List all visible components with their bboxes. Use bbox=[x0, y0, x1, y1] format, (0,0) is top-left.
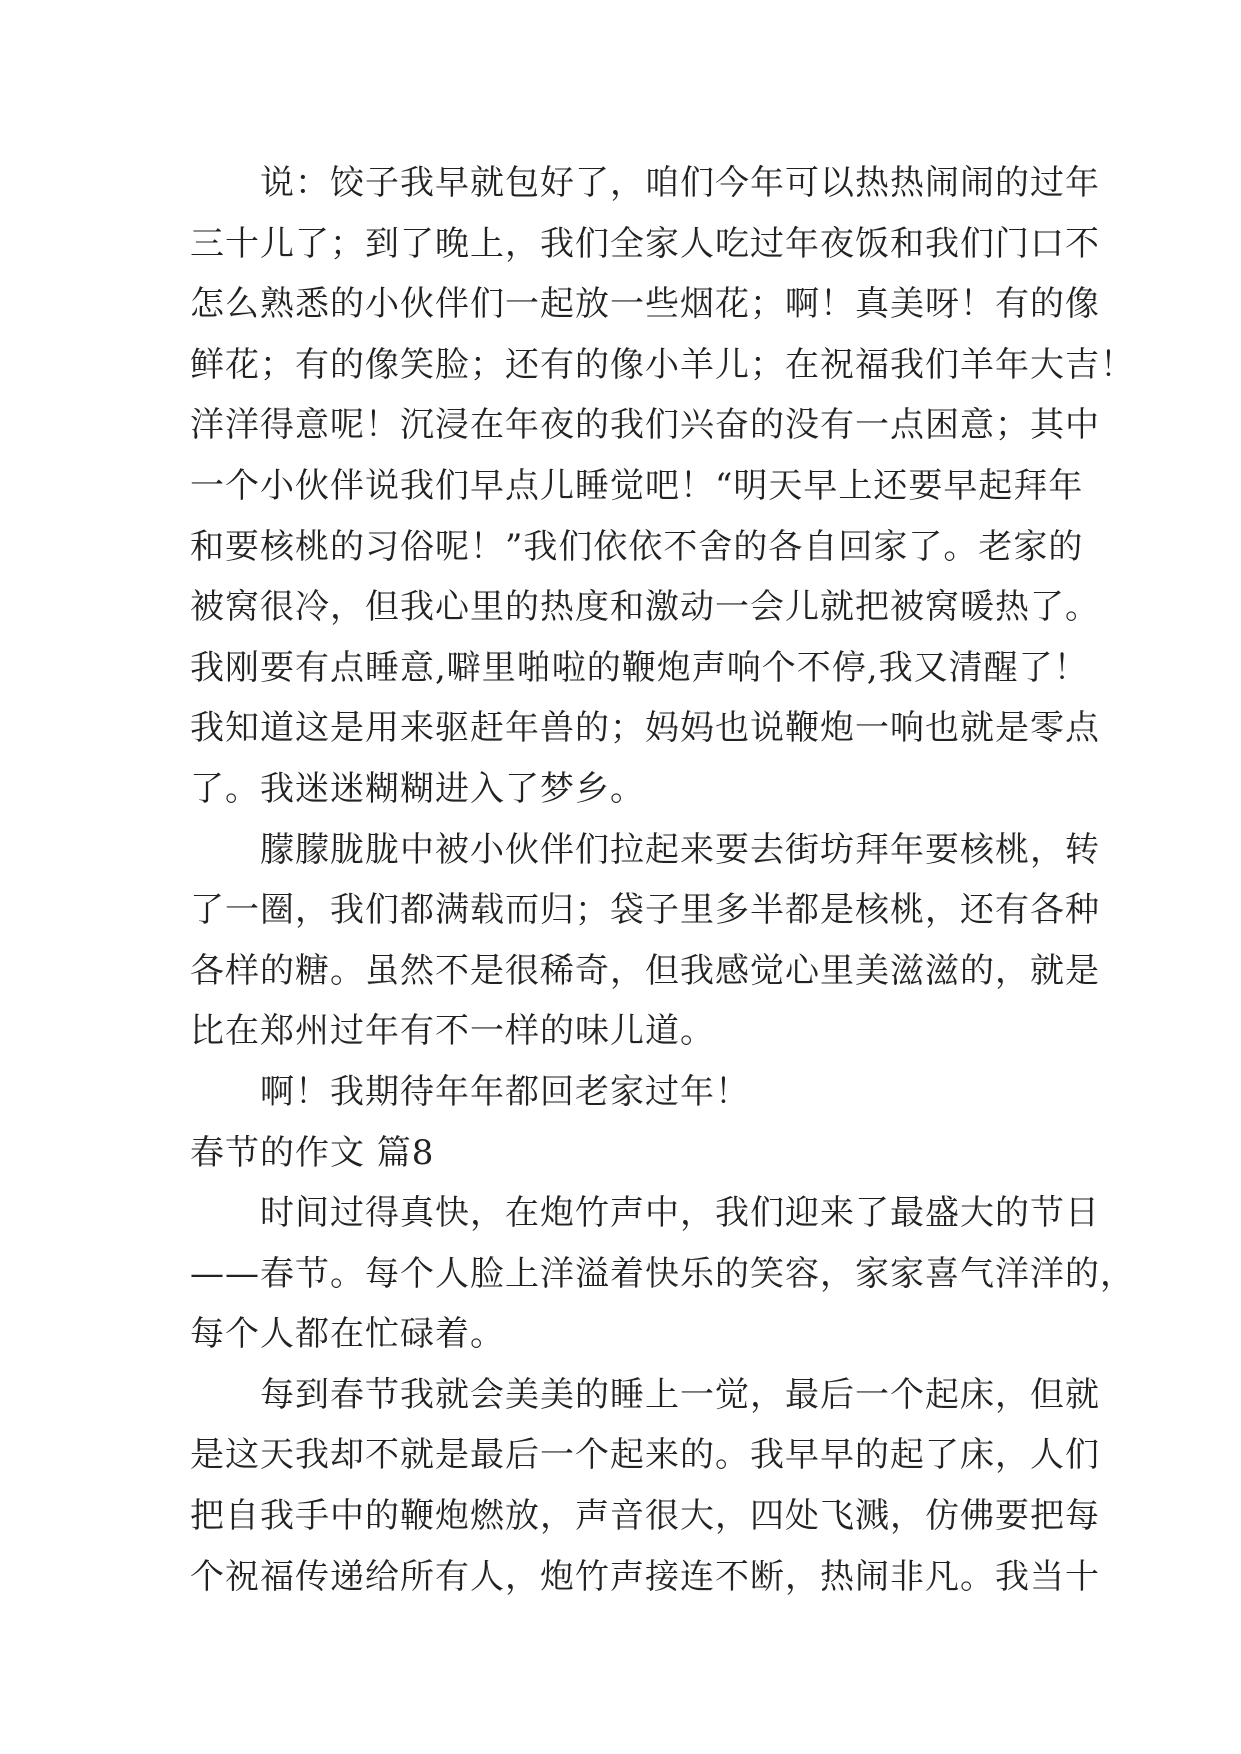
section-heading: 春节的作文 篇8 bbox=[190, 1132, 435, 1173]
text-line: 朦朦胧胧中被小伙伴们拉起来要去街坊拜年要核桃，转 bbox=[260, 829, 1100, 870]
text-line: 了一圈，我们都满载而归；袋子里多半都是核桃，还有各种 bbox=[190, 890, 1100, 931]
text-line: 每个人都在忙碌着。 bbox=[190, 1314, 505, 1355]
text-line: 各样的糖。虽然不是很稀奇，但我感觉心里美滋滋的，就是 bbox=[190, 950, 1100, 991]
text-line: 说：饺子我早就包好了，咱们今年可以热热闹闹的过年 bbox=[260, 163, 1100, 203]
text-line: 鲜花；有的像笑脸；还有的像小羊儿；在祝福我们羊年大吉！ bbox=[190, 344, 1135, 385]
text-line: 怎么熟悉的小伙伴们一起放一些烟花；啊！真美呀！有的像 bbox=[190, 284, 1100, 325]
text-line: 被窝很冷，但我心里的热度和激动一会儿就把被窝暖热了。 bbox=[190, 587, 1100, 628]
text-line: 三十儿了；到了晚上，我们全家人吃过年夜饭和我们门口不 bbox=[190, 223, 1100, 264]
text-line: 把自我手中的鞭炮燃放，声音很大，四处飞溅，仿佛要把每 bbox=[190, 1496, 1100, 1537]
text-line: 洋洋得意呢！沉浸在年夜的我们兴奋的没有一点困意；其中 bbox=[190, 405, 1100, 446]
text-line: 我刚要有点睡意,噼里啪啦的鞭炮声响个不停,我又清醒了！ bbox=[190, 647, 1089, 688]
text-line: ——春节。每个人脸上洋溢着快乐的笑容，家家喜气洋洋的， bbox=[190, 1253, 1135, 1294]
text-line: 时间过得真快，在炮竹声中，我们迎来了最盛大的节日 bbox=[260, 1193, 1100, 1234]
text-line: 是这天我却不就是最后一个起来的。我早早的起了床，人们 bbox=[190, 1435, 1100, 1476]
text-line: 个祝福传递给所有人，炮竹声接连不断，热闹非凡。我当十 bbox=[190, 1556, 1100, 1597]
document-body bbox=[190, 153, 1135, 1607]
text-line: 一个小伙伴说我们早点儿睡觉吧！“明天早上还要早起拜年 bbox=[190, 465, 1084, 506]
text-line: 啊！我期待年年都回老家过年！ bbox=[260, 1071, 750, 1112]
text-line: 了。我迷迷糊糊进入了梦乡。 bbox=[190, 768, 645, 809]
text-line: 比在郑州过年有不一样的味儿道。 bbox=[190, 1011, 715, 1052]
text-line: 和要核桃的习俗呢！”我们依依不舍的各自回家了。老家的 bbox=[190, 526, 1084, 567]
text-line: 我知道这是用来驱赶年兽的；妈妈也说鞭炮一响也就是零点 bbox=[190, 708, 1100, 749]
text-line: 每到春节我就会美美的睡上一觉，最后一个起床，但就 bbox=[260, 1374, 1100, 1415]
